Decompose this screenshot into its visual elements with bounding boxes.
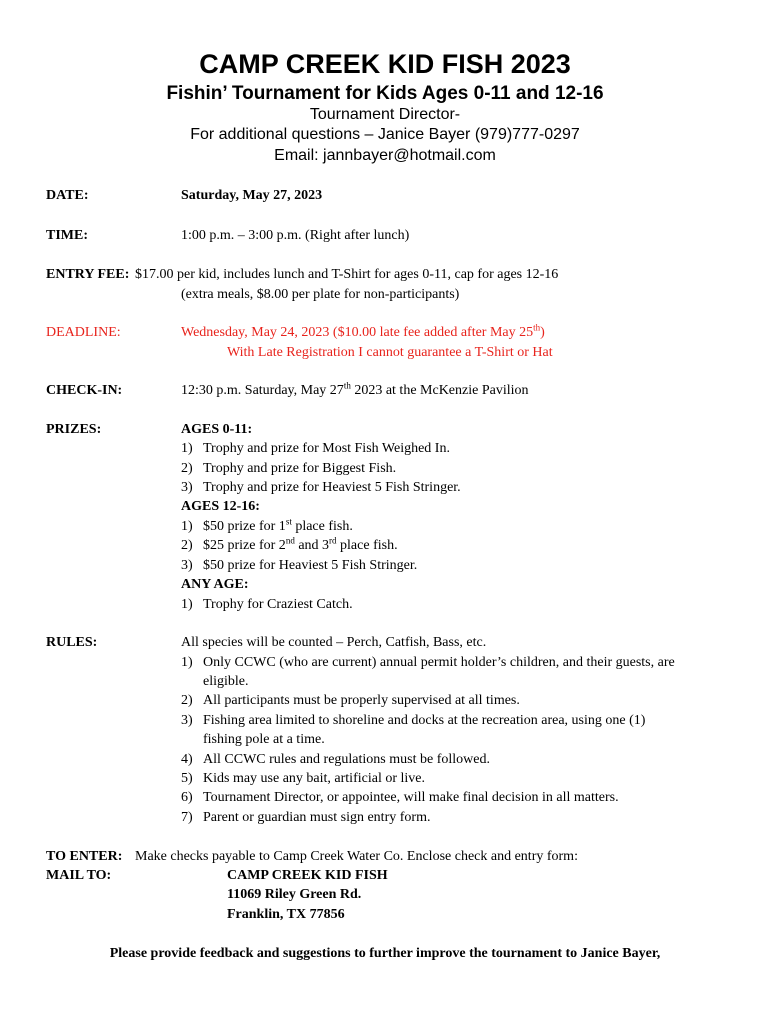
rule-item: 1) Only CCWC (who are current) annual permit holder’s children, and their guests, are xyxy=(181,655,675,670)
flyer-title: CAMP CREEK KID FISH 2023 xyxy=(199,49,571,79)
rules-intro: All species will be counted – Perch, Catfish, Bass, etc. xyxy=(181,635,487,650)
list-item: 1) Trophy and prize for Most Fish Weighed In. xyxy=(181,441,450,456)
email-line: Email: jannbayer@hotmail.com xyxy=(274,147,496,164)
checkin-label: CHECK-IN: xyxy=(46,383,123,398)
time-value: 1:00 p.m. – 3:00 p.m. (Right after lunch) xyxy=(181,228,410,243)
entry-fee-line2: (extra meals, $8.00 per plate for non-participants) xyxy=(181,287,460,302)
ages-12-16-heading: AGES 12-16: xyxy=(181,499,260,514)
rule-item: 3) Fishing area limited to shoreline and docks at the recreation area, using one (1) xyxy=(181,713,646,728)
rule-item: 5) Kids may use any bait, artificial or live. xyxy=(181,771,425,786)
mail-to-label: MAIL TO: xyxy=(46,868,112,883)
mail-address-line: Franklin, TX 77856 xyxy=(227,907,345,922)
prizes-label: PRIZES: xyxy=(46,422,102,437)
rule-item: 7) Parent or guardian must sign entry form. xyxy=(181,810,431,825)
mail-address-line: CAMP CREEK KID FISH xyxy=(227,868,388,883)
time-label: TIME: xyxy=(46,228,88,243)
list-item: 1) $50 prize for 1st place fish. xyxy=(181,516,353,534)
entry-fee-label: ENTRY FEE: xyxy=(46,267,130,282)
list-item: 2) Trophy and prize for Biggest Fish. xyxy=(181,461,397,476)
to-enter-text: Make checks payable to Camp Creek Water Co. Enclose check and entry form: xyxy=(135,849,578,864)
ages-0-11-heading: AGES 0-11: xyxy=(181,422,253,437)
entry-fee-line1: $17.00 per kid, includes lunch and T-Shirt for ages 0-11, cap for ages 12-16 xyxy=(135,267,559,282)
contact-line: For additional questions – Janice Bayer (979)777-0297 xyxy=(190,126,580,143)
list-item: 2) $25 prize for 2nd and 3rd place fish. xyxy=(181,535,398,553)
director-label: Tournament Director- xyxy=(309,106,461,123)
date-value: Saturday, May 27, 2023 xyxy=(181,188,323,203)
deadline-line2: With Late Registration I cannot guarantee a T-Shirt or Hat xyxy=(227,345,553,360)
rule-item-continuation: fishing pole at a time. xyxy=(203,732,325,747)
rule-item: 6) Tournament Director, or appointee, will make final decision in all matters. xyxy=(181,790,619,805)
any-age-heading: ANY AGE: xyxy=(181,577,249,592)
list-item: 3) $50 prize for Heaviest 5 Fish Stringer. xyxy=(181,558,418,573)
mail-address-line: 11069 Riley Green Rd. xyxy=(227,887,362,902)
deadline-label: DEADLINE: xyxy=(46,325,121,340)
checkin-value: 12:30 p.m. Saturday, May 27th 2023 at the McKenzie Pavilion xyxy=(181,380,529,398)
rule-item: 4) All CCWC rules and regulations must be followed. xyxy=(181,752,490,767)
to-enter-label: TO ENTER: xyxy=(46,849,123,864)
rule-item-continuation: eligible. xyxy=(203,674,249,689)
rule-item: 2) All participants must be properly supervised at all times. xyxy=(181,693,520,708)
list-item: 3) Trophy and prize for Heaviest 5 Fish Stringer. xyxy=(181,480,461,495)
feedback-line: Please provide feedback and suggestions to further improve the tournament to Janice Bayer, xyxy=(109,946,661,961)
deadline-line1: Wednesday, May 24, 2023 ($10.00 late fee added after May 25th) xyxy=(181,322,545,340)
date-label: DATE: xyxy=(46,188,89,203)
list-item: 1) Trophy for Craziest Catch. xyxy=(181,597,353,612)
flyer-subtitle: Fishin’ Tournament for Kids Ages 0-11 and 12-16 xyxy=(166,83,604,104)
rules-label: RULES: xyxy=(46,635,98,650)
